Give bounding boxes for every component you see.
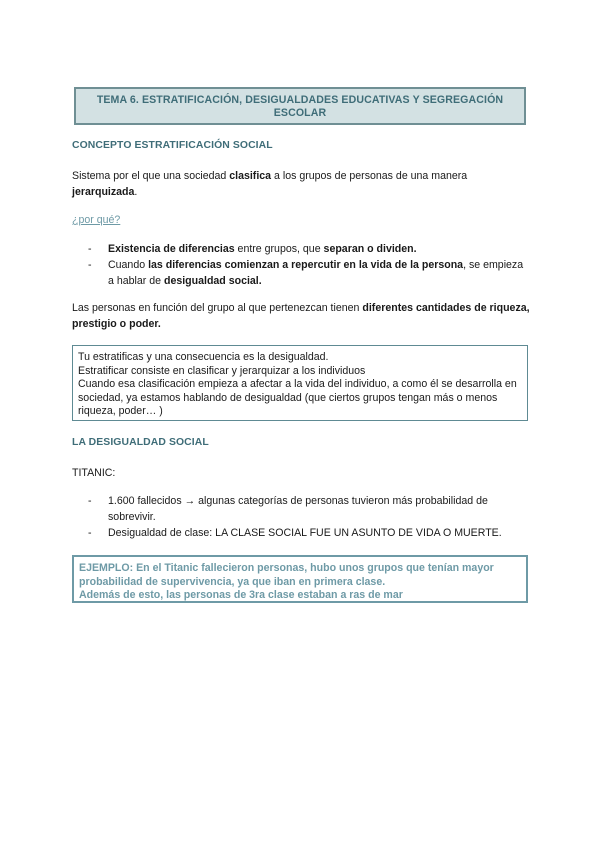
bullet-bold: desigualdad social. [163, 275, 262, 287]
title-line-2: ESCOLAR [273, 107, 327, 119]
section-heading-inequality: LA DESIGUALDAD SOCIAL [72, 437, 209, 448]
titanic-bullet-list [88, 493, 528, 541]
title-line-1: TEMA 6. ESTRATIFICACIÓN, DESIGUALDADES EDUCATIVAS Y SEGREGACIÓN [96, 94, 504, 106]
list-item [88, 241, 528, 257]
example-line: EJEMPLO: En el Titanic fallecieron personas, hubo unos grupos que tenían mayor probabilidad de supervivencia, ya que iban en primera clase. [79, 562, 494, 588]
definition-text-3: . [134, 186, 138, 198]
example-line: Además de esto, las personas de 3ra clase estaban a ras de mar [79, 589, 403, 601]
definition-bold-1: clasifica [229, 170, 272, 182]
stratification-note-box [72, 345, 528, 421]
list-item [88, 257, 528, 289]
bullet-bold: separan o dividen. [323, 243, 417, 255]
definition-paragraph [72, 168, 532, 200]
note-line: Cuando esa clasificación empieza a afectar a la vida del individuo, a como él se desarrolla en sociedad, ya estamos hablando de desigualdad (que ciertos grupos tengan más o menos riqueza, poder… ) [78, 378, 517, 417]
list-item [88, 493, 528, 525]
bullet-bold: Existencia de diferencias [108, 243, 235, 255]
definition-bold-2: jerarquizada [72, 186, 135, 198]
bullet-text: entre grupos, que [234, 243, 324, 255]
groups-paragraph [72, 300, 532, 332]
bullet-text: , se empieza a hablar de [108, 259, 524, 287]
titanic-subheading: TITANIC: [72, 467, 116, 479]
definition-text-1: Sistema por el que una sociedad [72, 170, 230, 182]
stratification-bullet-list [88, 241, 528, 289]
bullet-bold: las diferencias comienzan a repercutir en la vida de la persona [148, 259, 464, 271]
document-title [74, 87, 526, 125]
bullet-dash: - [88, 259, 92, 271]
bullet-text: Desigualdad de clase: LA CLASE SOCIAL FUE UN ASUNTO DE VIDA O MUERTE. [108, 527, 502, 539]
groups-bold: diferentes cantidades de riqueza, prestigio o poder. [72, 302, 530, 330]
bullet-text: Cuando [108, 259, 149, 271]
titanic-example-box [72, 555, 528, 603]
groups-text: Las personas en función del grupo al que pertenezcan tienen [72, 302, 363, 314]
note-line: Tu estratificas y una consecuencia es la desigualdad. [78, 351, 329, 363]
bullet-dash: - [88, 243, 92, 255]
list-item [88, 525, 528, 541]
section-heading-stratification: CONCEPTO ESTRATIFICACIÓN SOCIAL [72, 140, 273, 151]
bullet-text: 1.600 fallecidos → algunas categorías de personas tuvieron más probabilidad de sobrevivir. [108, 495, 488, 523]
bullet-dash: - [88, 495, 92, 507]
why-link[interactable]: ¿por qué? [72, 214, 121, 226]
note-line: Estratificar consiste en clasificar y jerarquizar a los individuos [78, 364, 366, 377]
bullet-dash: - [88, 527, 92, 539]
definition-text-2: a los grupos de personas de una manera [271, 170, 468, 182]
